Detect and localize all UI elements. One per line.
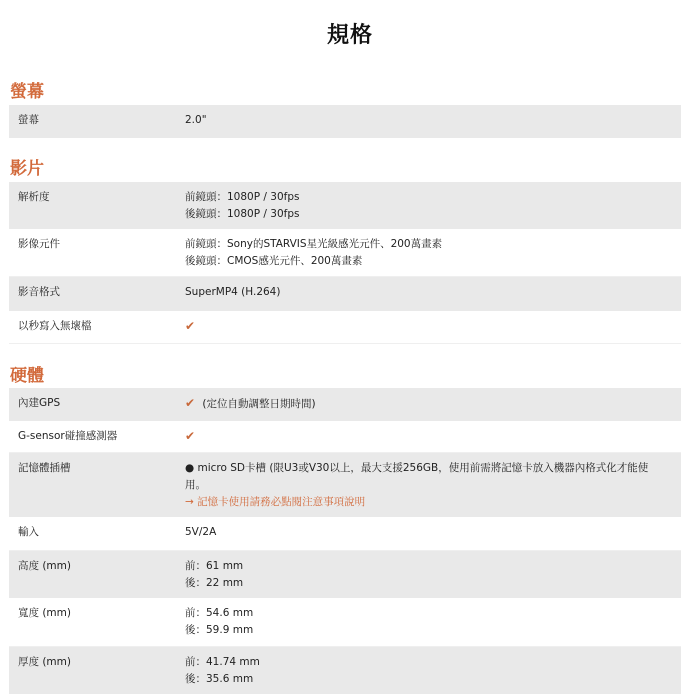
spec-label: 內建GPS xyxy=(18,397,61,409)
spec-value-line: 用。 xyxy=(185,479,206,491)
spec-label: 寬度 (mm) xyxy=(18,607,71,619)
spec-value: 5V/2A xyxy=(185,526,217,538)
spec-label: 高度 (mm) xyxy=(18,560,71,572)
spec-value xyxy=(185,182,681,229)
section-heading-screen: 螢幕 xyxy=(10,82,44,102)
section-heading-hardware: 硬體 xyxy=(10,366,44,386)
section-heading-video: 影片 xyxy=(10,159,44,179)
spec-row-screen xyxy=(9,105,681,138)
spec-value xyxy=(185,311,681,343)
spec-value xyxy=(185,421,681,452)
page-title: 規格 xyxy=(326,23,373,48)
spec-value xyxy=(185,598,681,646)
spec-row-width xyxy=(9,598,681,647)
spec-label: 螢幕 xyxy=(18,114,39,126)
check-icon: ✔ xyxy=(185,429,196,443)
spec-value-line: 後：22 mm xyxy=(185,577,244,589)
spec-value-line: 前：54.6 mm xyxy=(185,607,254,619)
spec-label: 以秒寫入無壞檔 xyxy=(18,320,92,332)
check-icon: ✔ xyxy=(185,396,196,410)
spec-value-line: 前鏡頭：1080P / 30fps xyxy=(185,191,300,203)
spec-row-thickness xyxy=(9,647,681,694)
spec-value xyxy=(185,388,681,421)
spec-row-input xyxy=(9,517,681,551)
spec-row-gsensor xyxy=(9,421,681,453)
spec-label: 輸入 xyxy=(18,526,39,538)
check-icon: ✔ xyxy=(185,319,196,333)
spec-value: SuperMP4 (H.264) xyxy=(185,286,281,298)
spec-label: 影像元件 xyxy=(18,238,60,250)
spec-value-line: 前：41.74 mm xyxy=(185,656,260,668)
spec-value xyxy=(185,229,681,276)
spec-value xyxy=(185,647,681,694)
spec-value xyxy=(185,453,681,517)
spec-value-line: 前鏡頭：Sony的STARVIS星光級感光元件、200萬畫素 xyxy=(185,238,443,250)
spec-value: 2.0" xyxy=(185,114,207,126)
spec-row-instant-write xyxy=(9,311,681,344)
spec-value-line: 後鏡頭：1080P / 30fps xyxy=(185,208,300,220)
spec-value-line: ● micro SD卡槽 (限U3或V30以上，最大支援256GB，使用前需將記憶卡放入機器內格式化才能使 xyxy=(185,462,649,474)
spec-row-memory-slot xyxy=(9,453,681,517)
spec-value-line: 後：59.9 mm xyxy=(185,624,254,636)
spec-label: 解析度 xyxy=(18,191,50,203)
spec-label: 影音格式 xyxy=(18,286,60,298)
section-hardware xyxy=(9,365,681,694)
spec-value-line: 前：61 mm xyxy=(185,560,244,572)
spec-label: 記憶體插槽 xyxy=(18,462,71,474)
spec-row-gps xyxy=(9,388,681,421)
spec-value xyxy=(185,551,681,598)
spec-label: 厚度 (mm) xyxy=(18,656,71,668)
spec-value-note: (定位自動調整日期時間) xyxy=(202,398,316,410)
section-screen xyxy=(9,81,681,138)
section-video xyxy=(9,158,681,344)
spec-value-line: 後：35.6 mm xyxy=(185,673,254,685)
spec-row-height xyxy=(9,551,681,598)
spec-value-line: 後鏡頭：CMOS感光元件、200萬畫素 xyxy=(185,255,363,267)
spec-row-image-sensor xyxy=(9,229,681,277)
spec-row-video-format xyxy=(9,277,681,311)
memory-card-notice-link[interactable]: → 記憶卡使用請務必點閱注意事項說明 xyxy=(185,496,366,508)
spec-row-resolution xyxy=(9,182,681,229)
spec-label: G-sensor碰撞感測器 xyxy=(18,430,118,442)
